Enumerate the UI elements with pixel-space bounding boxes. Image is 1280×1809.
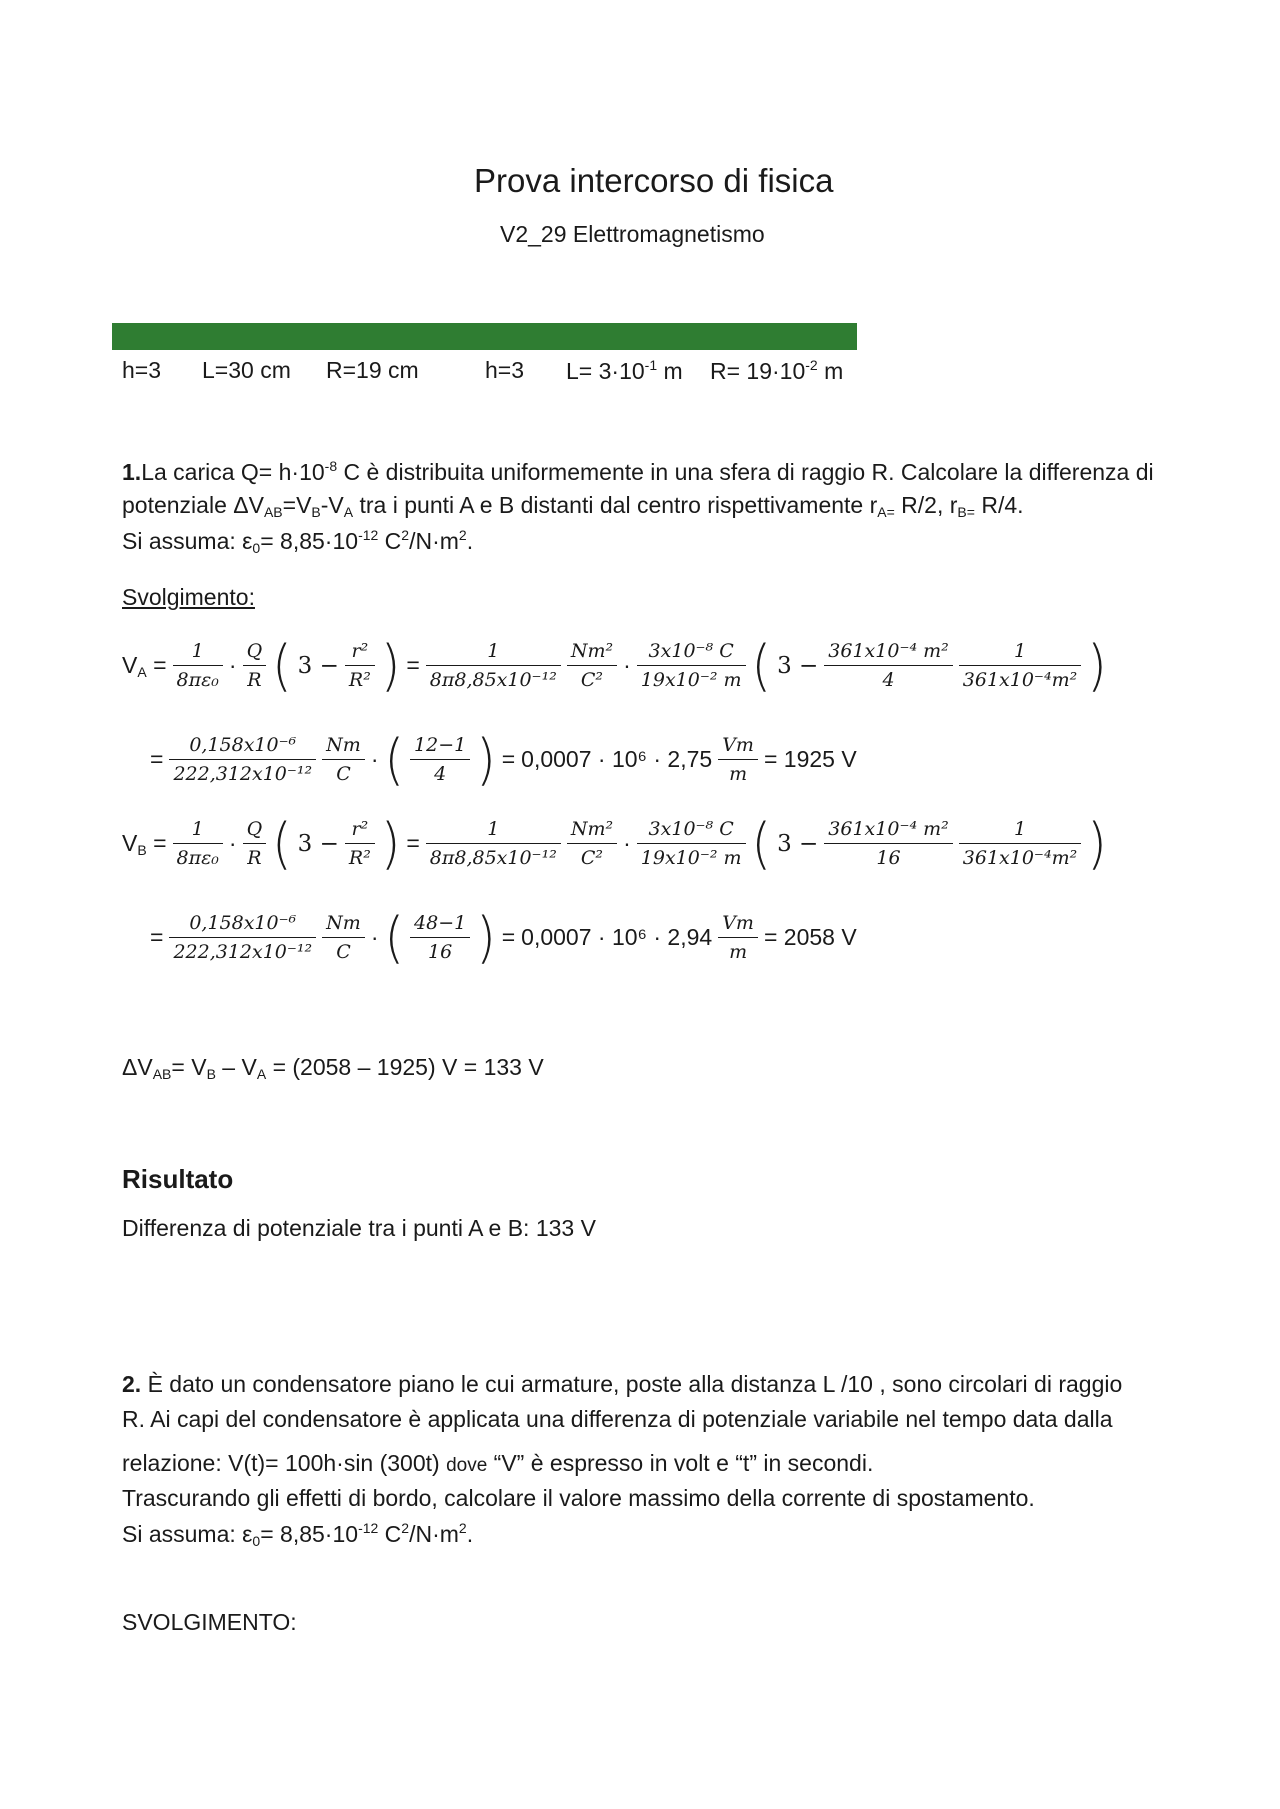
equation-va: $V_A$ = $\frac{1}{\text{8πε₀}}$ · $\frac{Q}{R}$ ( 3 − $\frac{\text{r²}}{\text{R²}}$ ) = $\frac{1}{\text{8π8,85x10⁻¹²}}$ $\frac{\text{Nm²}}{\text{C²}}$ · $\frac{\text{3x10⁻⁸ C}}{\text{19x10⁻² m}}$ ( 3 − $\frac{\text{361x10⁻⁴ m²}}{4}$ $\frac{1}{\text{361x10⁻⁴m²}}$ ) bbox=[122, 633, 1107, 698]
header-divider-bar bbox=[112, 323, 857, 350]
problem2-line1: 2. È dato un condensatore piano le cui armature, poste alla distanza L /10 , sono circolari di raggio bbox=[122, 1371, 1123, 1397]
result-heading: Risultato bbox=[122, 1164, 234, 1194]
problem2-line5: Si assuma: $\varepsilon_0= 8,85\cdot 10^{-12}$ $C^2/N\cdot m^2$. bbox=[122, 1520, 474, 1549]
result-text: Differenza di potenziale tra i punti A e B: 133 V bbox=[122, 1215, 596, 1241]
problem1-line2: potenziale $\Delta V_{AB}=V_B-V_A$ tra i punti A e B distanti dal centro rispettivamente $r_{A=}$ R/2, $r_{B=}$ R/4. bbox=[122, 492, 1024, 520]
param-L-2: $L= 3\cdot 10^{-1}$ m bbox=[566, 357, 683, 384]
param-h-2: h=3 bbox=[485, 357, 525, 383]
equation-va-result: = $\frac{\text{0,158x10⁻⁶}}{\text{222,312x10⁻¹²}}$ $\frac{Nm}{C}$ · ( $\frac{12-1}{4}$ ) = 0,0007 · 10⁶ · 2,75 $\frac{Vm}{m}$ = 1925 V bbox=[150, 727, 857, 792]
equation-vb-result: = $\frac{\text{0,158x10⁻⁶}}{\text{222,312x10⁻¹²}}$ $\frac{Nm}{C}$ · ( $\frac{48-1}{16}$ ) = 0,0007 · 10⁶ · 2,94 $\frac{Vm}{m}$ = 2058 V bbox=[150, 905, 857, 970]
problem1-svolgimento-label: Svolgimento: bbox=[122, 584, 255, 610]
param-h-1: h=3 bbox=[122, 357, 162, 383]
equation-vb: $V_B$ = $\frac{1}{\text{8πε₀}}$ · $\frac{Q}{R}$ ( 3 − $\frac{\text{r²}}{\text{R²}}$ ) = $\frac{1}{\text{8π8,85x10⁻¹²}}$ $\frac{\text{Nm²}}{\text{C²}}$ · $\frac{\text{3x10⁻⁸ C}}{\text{19x10⁻² m}}$ ( 3 − $\frac{\text{361x10⁻⁴ m²}}{16}$ $\frac{1}{\text{361x10⁻⁴m²}}$ ) bbox=[122, 811, 1107, 876]
problem2-line2: R. Ai capi del condensatore è applicata una differenza di potenziale variabile nel tempo data dalla bbox=[122, 1406, 1113, 1432]
page-subtitle: V2_29 Elettromagnetismo bbox=[500, 221, 765, 247]
problem1-line1: 1.La carica $Q= h\cdot 10^{-8}$ C è distribuita uniformemente in una sfera di raggio R. Calcolare la differenza di bbox=[122, 458, 1154, 485]
param-R-1: R=19 cm bbox=[326, 357, 419, 383]
delta-v-line: $\Delta V_{AB}= V_B - V_A = (2058 - 1925) V = 133$ V bbox=[122, 1054, 544, 1082]
param-L-1: L=30 cm bbox=[202, 357, 291, 383]
page-title: Prova intercorso di fisica bbox=[474, 162, 834, 199]
problem2-line3: relazione: V(t)= 100h·sin (300t) dove “V” è espresso in volt e “t” in secondi. bbox=[122, 1450, 874, 1476]
problem1-line3: Si assuma: $\varepsilon_0= 8,85\cdot 10^{-12}$ $C^2/N\cdot m^2$. bbox=[122, 527, 474, 556]
param-R-2: $R= 19\cdot 10^{-2}$ m bbox=[710, 357, 844, 384]
problem2-svolgimento-label: SVOLGIMENTO: bbox=[122, 1609, 297, 1635]
problem2-line4: Trascurando gli effetti di bordo, calcolare il valore massimo della corrente di spostamento. bbox=[122, 1485, 1035, 1511]
